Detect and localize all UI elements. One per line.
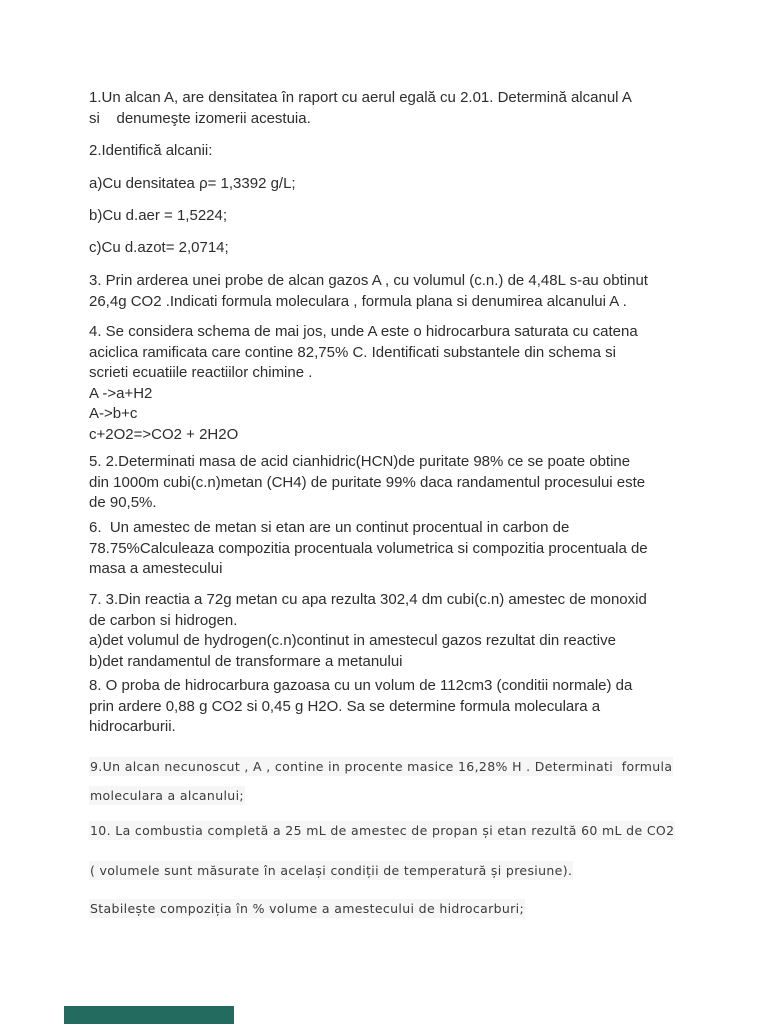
- text-line: 8. O proba de hidrocarbura gazoasa cu un volum de 112cm3 (conditii normale) da: [89, 677, 633, 694]
- text-line: 7. 3.Din reactia a 72g metan cu apa rezulta 302,4 dm cubi(c.n) amestec de monoxid: [89, 591, 647, 608]
- paragraph-problem-2c: [89, 238, 748, 259]
- text-line: 3. Prin arderea unei probe de alcan gazos A , cu volumul (c.n.) de 4,48L s-au obtinut: [89, 272, 648, 289]
- paragraph-problem-9: [89, 752, 748, 810]
- text-line: c)Cu d.azot= 2,0714;: [89, 239, 229, 256]
- paragraph-problem-10-task: [89, 894, 748, 923]
- text-line: 1.Un alcan A, are densitatea în raport cu aerul egală cu 2.01. Determină alcanul A: [89, 89, 632, 106]
- paragraph-problem-8: [89, 676, 748, 738]
- text-line: moleculara a alcanului;: [90, 788, 244, 803]
- paragraph-problem-10-note: [89, 856, 748, 885]
- text-line: 2.Identifică alcanii:: [89, 142, 213, 159]
- text-line: 4. Se considera schema de mai jos, unde A este o hidrocarbura saturata cu catena: [89, 323, 638, 340]
- paragraph-problem-1: [89, 88, 748, 129]
- text-line: c+2O2=>CO2 + 2H2O: [89, 425, 239, 443]
- paragraph-problem-2a: [89, 174, 748, 195]
- text-line: b)det randamentul de transformare a metanului: [89, 652, 403, 670]
- text-line: aciclica ramificata care contine 82,75% C. Identificati substantele din schema si: [89, 343, 616, 361]
- text-line: a)det volumul de hydrogen(c.n)continut in amestecul gazos rezultat din reactive: [89, 632, 616, 649]
- text-line: scrieti ecuatiile reactiilor chimine .: [89, 364, 313, 381]
- text-line: A ->a+H2: [89, 384, 153, 402]
- text-line: A->b+c: [89, 405, 138, 422]
- text-line: hidrocarburii.: [89, 718, 176, 735]
- text-line: 78.75%Calculeaza compozitia procentuala volumetrica si compozitia procentuala de: [89, 539, 648, 557]
- paragraph-problem-4: [89, 322, 748, 445]
- paragraph-problem-10: [89, 816, 748, 845]
- text-line: 9.Un alcan necunoscut , A , contine in procente masice 16,28% H . Determinati formula: [90, 759, 673, 774]
- text-line: din 1000m cubi(c.n)metan (CH4) de puritate 99% daca randamentul procesului este: [89, 473, 646, 491]
- text-line: de 90,5%.: [89, 494, 157, 511]
- paragraph-problem-5: [89, 452, 748, 514]
- text-line: ( volumele sunt măsurate în același condiții de temperatură și presiune).: [90, 863, 573, 878]
- text-line: 10. La combustia completă a 25 mL de amestec de propan și etan rezultă 60 mL de CO2: [90, 823, 675, 838]
- paragraph-problem-3: [89, 271, 748, 312]
- text-line: si denumeşte izomerii acestuia.: [89, 109, 311, 127]
- text-line: de carbon si hidrogen.: [89, 611, 238, 629]
- text-line: prin ardere 0,88 g CO2 si 0,45 g H2O. Sa se determine formula moleculara a: [89, 697, 601, 715]
- text-line: Stabilește compoziția în % volume a amestecului de hidrocarburi;: [90, 901, 525, 916]
- bottom-teal-bar: [64, 1006, 234, 1024]
- text-line: b)Cu d.aer = 1,5224;: [89, 207, 228, 224]
- text-line: 6. Un amestec de metan si etan are un continut procentual in carbon de: [89, 519, 570, 536]
- text-line: masa a amestecului: [89, 560, 223, 577]
- paragraph-problem-2b: [89, 206, 748, 227]
- paragraph-problem-2: [89, 141, 748, 162]
- paragraph-problem-6: [89, 518, 748, 580]
- paragraph-problem-7: [89, 590, 748, 672]
- text-line: a)Cu densitatea ρ= 1,3392 g/L;: [89, 175, 296, 192]
- text-line: 26,4g CO2 .Indicati formula moleculara , formula plana si denumirea alcanului A .: [89, 292, 627, 310]
- text-line: 5. 2.Determinati masa de acid cianhidric(HCN)de puritate 98% ce se poate obtine: [89, 453, 631, 470]
